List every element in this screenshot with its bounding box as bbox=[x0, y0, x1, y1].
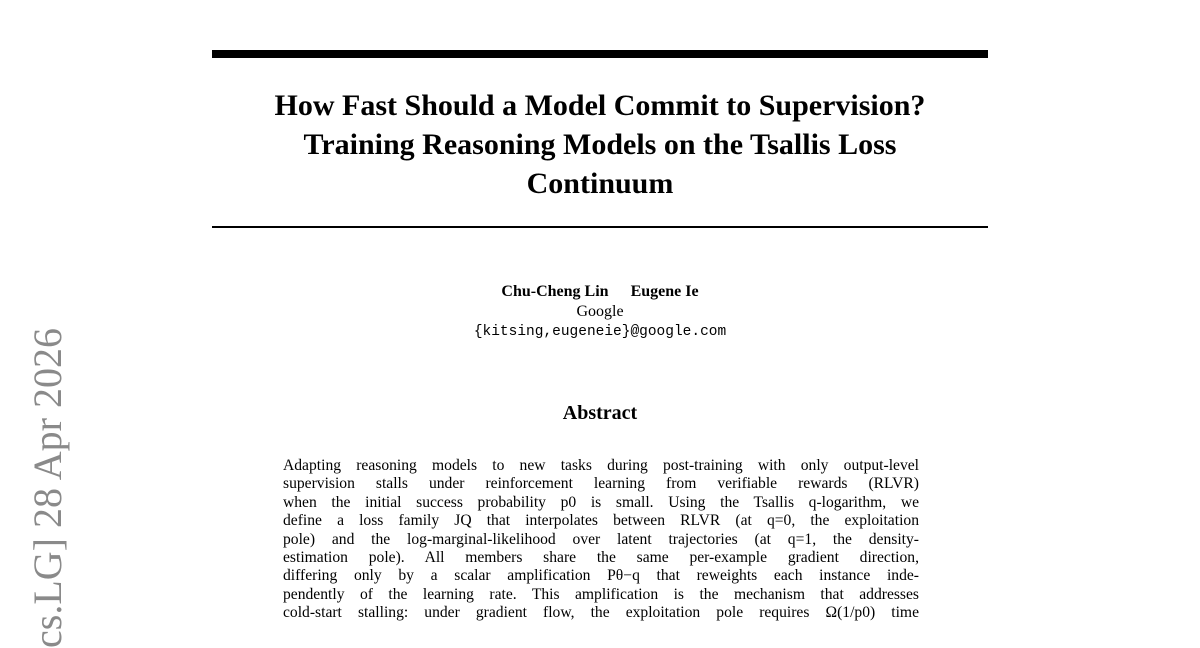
title-line-3: Continuum bbox=[526, 167, 674, 200]
abstract-line-7: differing only by a scalar amplification Pθ−q that reweights each instance inde- bbox=[283, 567, 919, 585]
abstract-line-2: supervision stalls under reinforcement learning from verifiable rewards (RLVR) bbox=[283, 475, 919, 493]
author-name-1: Chu-Cheng Lin bbox=[501, 283, 609, 300]
arxiv-stamp: cs.LG] 28 Apr 2026 bbox=[25, 328, 70, 648]
abstract-line-4: define a loss family JQ that interpolates between RLVR (at q=0, the exploitation bbox=[283, 512, 919, 530]
abstract-heading: Abstract bbox=[562, 402, 638, 424]
author-affiliation: Google bbox=[576, 303, 624, 320]
abstract-line-1: Adapting reasoning models to new tasks during post-training with only output-level bbox=[283, 457, 919, 474]
author-block bbox=[212, 282, 988, 342]
abstract-body bbox=[283, 457, 919, 623]
title-line-2: Training Reasoning Models on the Tsallis Loss bbox=[303, 128, 897, 161]
abstract-line-9: cold-start stalling: under gradient flow, the exploitation pole requires Ω(1/p0) time bbox=[283, 604, 919, 622]
title-line-1: How Fast Should a Model Commit to Supervision? bbox=[274, 89, 926, 122]
author-names bbox=[212, 282, 988, 302]
title-bottom-rule bbox=[212, 226, 988, 228]
abstract-line-6: estimation pole). All members share the same per-example gradient direction, bbox=[283, 548, 919, 566]
title-top-rule bbox=[212, 50, 988, 58]
paper-title bbox=[212, 86, 988, 203]
author-name-2: Eugene Ie bbox=[630, 283, 699, 300]
abstract-line-3: when the initial success probability p0 is small. Using the Tsallis q-logarithm, we bbox=[283, 493, 919, 511]
author-emails: {kitsing,eugeneie}@google.com bbox=[473, 324, 727, 340]
abstract-line-5: pole) and the log-marginal-likelihood over latent trajectories (at q=1, the density- bbox=[283, 530, 919, 548]
abstract-line-8: pendently of the learning rate. This amplification is the mechanism that addresses bbox=[283, 585, 919, 603]
